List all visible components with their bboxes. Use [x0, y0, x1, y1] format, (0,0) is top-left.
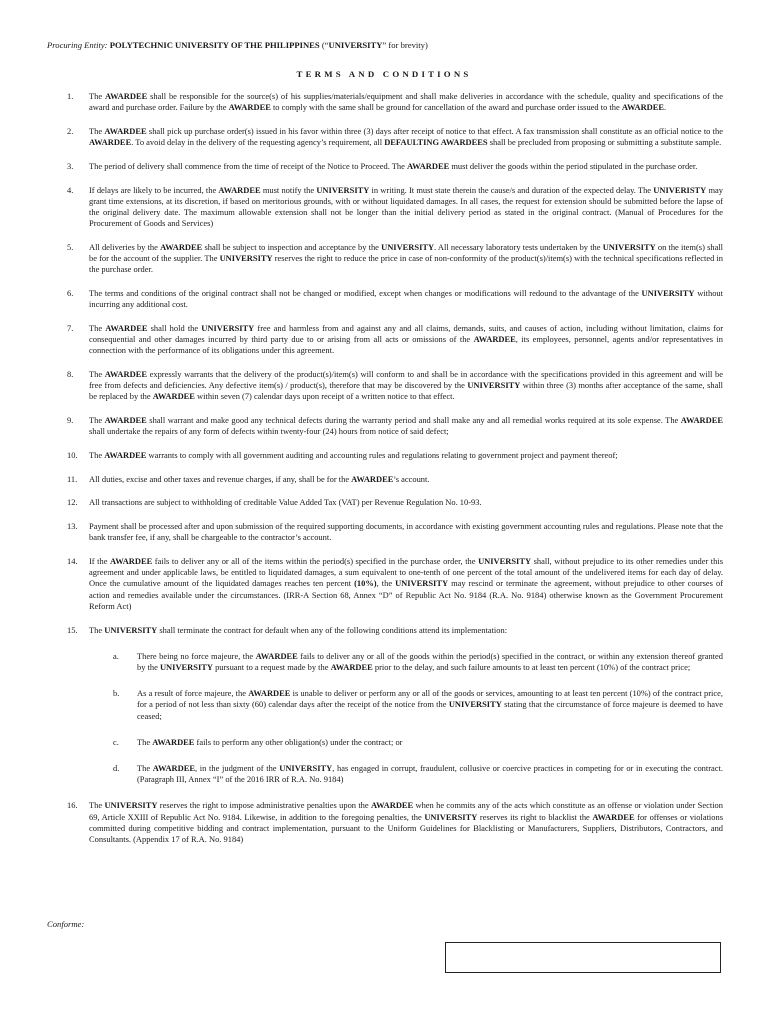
term-subitems — [89, 651, 723, 786]
procuring-entity-line — [47, 40, 737, 51]
term-item — [67, 415, 723, 437]
term-number: 13. — [67, 521, 78, 532]
term-number: 11. — [67, 473, 78, 484]
term-item — [67, 625, 723, 786]
term-item — [67, 556, 723, 612]
subitem-text: There being no force majeure, the AWARDEE fails to deliver any or all of the goods within the period(s) specified in the contract, or within any extension thereof granted by the UNIVERSITY pursuant to a request made by the AWARDEE prior to the delay, and such failure amounts to at least ten percent (10%) of the contract price; — [137, 650, 723, 672]
subitem-text: As a result of force majeure, the AWARDEE is unable to deliver or perform any or all of the goods or services, amounting to at least ten percent (10%) of the contract price, for a period of not less than sixty (60) calendar days after the receipt of the notice from the UNIVERSITY stating that the circumstance of force majeure is deemed to have ceased; — [137, 688, 724, 721]
term-text: The AWARDEE shall pick up purchase order(s) issued in his favor within three (3) days after receipt of notice to that effect. A fax transmission shall constitute as an official notice to the AWARDEE. To avoid delay in the delivery of the requesting agency’s requirement, all DEFAULTING AWARDEES shall be precluded from proposing or submitting a substitute sample. — [89, 125, 723, 148]
term-item — [67, 161, 723, 172]
procuring-entity-suffix-close: ” for brevity) — [382, 40, 428, 50]
term-item — [67, 185, 723, 230]
procuring-entity-name: POLYTECHNIC UNIVERSITY OF THE PHILIPPINES — [109, 40, 320, 50]
term-text: The AWARDEE warrants to comply with all government auditing and accounting rules and regulations relating to government project and payment thereof; — [89, 449, 618, 460]
term-item — [67, 323, 723, 357]
term-text: The UNIVERSITY shall terminate the contract for default when any of the following conditions attend its implementation: — [89, 624, 508, 635]
terms-list — [67, 91, 723, 858]
term-number: 5. — [67, 241, 74, 252]
term-number: 3. — [67, 160, 74, 171]
term-number: 2. — [67, 125, 74, 136]
term-text: The UNIVERSITY reserves the right to impose administrative penalties upon the AWARDEE when he commits any of the acts which constitute as an offense or violation under Section 69, Article XXIII of Republic Act No. 9184. Likewise, in addition to the foregoing penalties, the UNIVERSITY reserves its right to blacklist the AWARDEE for offenses or violations committed during competitive bidding and contract implementation, pursuant to the Uniform Guidelines for Blacklisting or Manufacturers, Suppliers, Distributors, Contractors, and Consultants. (Appendix 17 of R.A. No. 9184) — [89, 800, 723, 844]
term-number: 4. — [67, 184, 74, 195]
term-text: All duties, excise and other taxes and revenue charges, if any, shall be for the AWARDEE’s account. — [89, 473, 430, 484]
term-text: The period of delivery shall commence from the time of receipt of the Notice to Proceed. The AWARDEE must deliver the goods within the period stipulated in the purchase order. — [89, 160, 698, 171]
subitem-text: The AWARDEE, in the judgment of the UNIVERSITY, has engaged in corrupt, fraudulent, collusive or coercive practices in competing for or in executing the contract. (Paragraph III, Annex “I” of the 2016 IRR of R.A. No. 9184) — [137, 762, 723, 785]
procuring-entity-label: Procuring Entity: — [47, 40, 108, 50]
term-subitem — [113, 651, 723, 673]
term-number: 8. — [67, 368, 74, 379]
subitem-letter: b. — [113, 688, 120, 699]
term-item — [67, 91, 723, 113]
subitem-letter: a. — [113, 650, 119, 661]
term-subitem — [113, 763, 723, 785]
subitem-text: The AWARDEE fails to perform any other obligation(s) under the contract; or — [137, 736, 403, 747]
term-text: All deliveries by the AWARDEE shall be subject to inspection and acceptance by the UNIVERSITY. All necessary laboratory tests undertaken by the UNIVERSITY on the item(s) shall be for the account of the supplier. The UNIVERSITY reserves the right to reduce the price in case of non-conformity of the product(s)/item(s) with the technical specifications reflected in the purchase order. — [89, 241, 724, 275]
term-item — [67, 521, 723, 543]
signature-box[interactable] — [445, 942, 721, 973]
term-text: The AWARDEE shall hold the UNIVERSITY free and harmless from and against any and all claims, demands, suits, and causes of action, including without limitation, claims for consequential and other damages incurred by third party due to or arising from all acts or omissions of the AWARDEE, its employees, personnel, agents and/or representatives in connection with the performance of its obligations under this agreement. — [89, 322, 723, 356]
term-text: If the AWARDEE fails to deliver any or all of the items within the period(s) specified in the purchase order, the UNIVERSITY shall, without prejudice to its other remedies under this agreement and under applicable laws, be entitled to liquidated damages, a sum equivalent to one-tenth of one percent of the total amount of the undelivered items for each day of delay. Once the cumulative amount of the liquidated damages reaches ten percent (10%), the UNIVERSITY may rescind or terminate the agreement, without prejudice to other courses of action and remedies available under the circumstances. (IRR-A Section 68, Annex “D” of Republic Act No. 9184 (R.A. No. 9184) otherwise known as the Government Procurement Reform Act) — [89, 555, 723, 611]
procuring-entity-suffix-open: (“ — [319, 40, 329, 50]
term-item — [67, 126, 723, 148]
term-number: 16. — [67, 800, 78, 811]
term-number: 9. — [67, 415, 74, 426]
term-number: 1. — [67, 91, 74, 101]
term-text: If delays are likely to be incurred, the AWARDEE must notify the UNIVERSITY in writing. It must state therein the cause/s and duration of the expected delay. The UNIVERISTY may grant time extensions, at its discretion, if based on meritorious grounds, with or without liquidated damages. In all cases, the request for extension should be submitted before the lapse of the original delivery date. The maximum allowable extension shall not be longer than the initial delivery period as stated in the original contract. (Manual of Procedures for the Procurement of Goods and Services) — [89, 184, 723, 229]
term-number: 6. — [67, 287, 74, 298]
term-item — [67, 474, 723, 485]
procuring-entity-short: UNIVERSITY — [328, 40, 383, 50]
term-item — [67, 800, 723, 845]
term-text: The AWARDEE shall be responsible for the source(s) of his supplies/materials/equipment and shall make deliveries in accordance with the schedule, quality and specifications of the award and purchase order. Failure by the AWARDEE to comply with the same shall be ground for cancellation of the award and purchase order issued to the AWARDEE. — [89, 91, 723, 113]
term-text: The AWARDEE shall warrant and make good any technical defects during the warranty period and shall make any and all remedial works required at its sole expense. The AWARDEE shall undertake the repairs of any form of defects within twenty-four (24) hours from notice of said defect; — [89, 415, 723, 437]
term-text: The AWARDEE expressly warrants that the delivery of the product(s)/item(s) will conform to and shall be in accordance with the specifications provided in this agreement and will be free from defects and deficiencies. Any defective item(s) / product(s), therefore that may be discovered by the UNIVERSITY within three (3) months after acceptance of the same, shall be replaced by the AWARDEE within seven (7) calendar days upon receipt of a written notice to that effect. — [89, 368, 724, 402]
term-item — [67, 450, 723, 461]
term-item — [67, 288, 723, 310]
term-number: 15. — [67, 624, 78, 635]
term-item — [67, 242, 723, 276]
term-number: 7. — [67, 322, 74, 333]
conforme-label: Conforme: — [47, 919, 85, 929]
term-text: The terms and conditions of the original contract shall not be changed or modified, except when changes or modifications will redound to the advantage of the UNIVERSITY without incurring any additional cost. — [89, 287, 723, 310]
document-title: TERMS AND CONDITIONS — [296, 69, 472, 79]
term-text: Payment shall be processed after and upon submission of the required supporting documents, in accordance with existing government accounting rules and regulations. Please note that the bank transfer fee, if any, shall be chargeable to the contractor’s account. — [89, 521, 723, 543]
subitem-letter: c. — [113, 736, 119, 747]
term-number: 14. — [67, 555, 78, 566]
subitem-letter: d. — [113, 762, 120, 773]
term-number: 12. — [67, 497, 78, 508]
term-subitem — [113, 737, 723, 748]
term-item — [67, 497, 723, 508]
term-text: All transactions are subject to withholding of creditable Value Added Tax (VAT) per Revenue Regulation No. 10-93. — [89, 497, 482, 508]
term-item — [67, 369, 723, 403]
term-subitem — [113, 688, 723, 722]
term-number: 10. — [67, 449, 78, 460]
